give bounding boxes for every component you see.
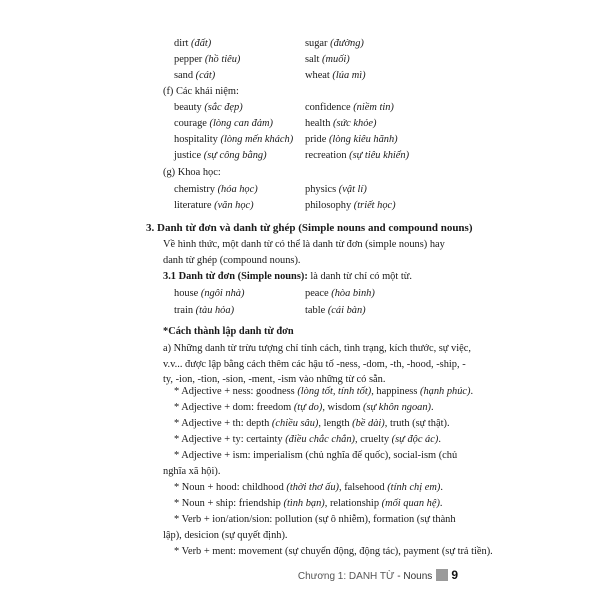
category-heading: (f) Các khái niệm:: [163, 86, 239, 97]
page-number: 9: [451, 568, 458, 582]
section-intro: Về hình thức, một danh từ có thể là danh từ đơn (simple nouns) hay danh từ ghép (compound nouns).: [163, 239, 445, 266]
word-pair-right: wheat (lúa mì): [305, 70, 366, 81]
word-pair-right: recreation (sự tiêu khiển): [305, 150, 410, 161]
formation-heading: *Cách thành lập danh từ đơn: [163, 326, 294, 337]
rule-line: * Noun + hood: childhood (thời thơ ấu), falsehood (tính chị em).: [174, 482, 443, 493]
chapter-label: Chương 1: DANH TỪ: [297, 571, 395, 582]
chapter-subtitle: - Nouns: [394, 571, 433, 582]
word-pair-left: train (tàu hỏa): [174, 305, 235, 316]
word-pair-left: literature (văn học): [174, 200, 254, 211]
word-pair-right: confidence (niềm tin): [305, 102, 394, 113]
word-pair-right: salt (muối): [305, 54, 350, 65]
word-pair-left: beauty (sắc đẹp): [174, 102, 243, 113]
subsection-title: 3.1 Danh từ đơn (Simple nouns): là danh từ chỉ có một từ.: [163, 271, 412, 282]
word-pair-right: philosophy (triết học): [305, 200, 396, 211]
rule-line: * Noun + ship: friendship (tình bạn), relationship (mối quan hệ).: [174, 498, 443, 509]
word-pair-left: hospitality (lòng mến khách): [174, 134, 294, 145]
word-pair-right: pride (lòng kiêu hãnh): [305, 134, 398, 145]
word-pair-right: physics (vật lí): [305, 184, 367, 195]
rule-line: * Adjective + th: depth (chiều sâu), length (bề dài), truth (sự thật).: [174, 418, 450, 429]
word-pair-right: peace (hòa bình): [305, 288, 375, 299]
word-pair-left: pepper (hồ tiêu): [174, 54, 241, 65]
section-title: 3. Danh từ đơn và danh từ ghép (Simple nouns and compound nouns): [146, 222, 473, 234]
page-marker-square: [436, 569, 448, 581]
paragraph-a: a) Những danh từ trừu tượng chỉ tính cách, tình trạng, kích thước, sự việc, v.v... được lập bằng cách thêm các hậu tố -ness, -dom, -th, -hood, -ship, -ty, -ion, -tion, -sion, -ment, -ism vào những từ có sẵn.: [163, 343, 471, 385]
word-pair-left: dirt (đất): [174, 38, 212, 49]
rule-line: * Adjective + ty: certainty (điều chắc chắn), cruelty (sự độc ác).: [174, 434, 441, 445]
word-pair-left: justice (sự công bằng): [174, 150, 267, 161]
word-pair-left: sand (cát): [174, 70, 216, 81]
word-pair-right: table (cái bàn): [305, 305, 366, 316]
rule-verb-ion: * Verb + ion/ation/sion: pollution (sự ô nhiễm), formation (sự thành lập), desicion (sự quyết định).: [163, 514, 456, 541]
rule-ism: * Adjective + ism: imperialism (chủ nghĩa đế quốc), social-ism (chủ nghĩa xã hội).: [163, 450, 458, 477]
word-pair-right: sugar (đường): [305, 38, 364, 49]
word-pair-right: health (sức khỏe): [305, 118, 377, 129]
rule-line: * Adjective + ness: goodness (lòng tốt, tính tốt), happiness (hạnh phúc).: [174, 386, 474, 397]
word-pair-left: chemistry (hóa học): [174, 184, 258, 195]
word-pair-left: courage (lòng can đảm): [174, 118, 273, 129]
rule-line: * Adjective + dom: freedom (tự do), wisdom (sự khôn ngoan).: [174, 402, 434, 413]
rule-verb-ment: * Verb + ment: movement (sự chuyển động, động tác), payment (sự trả tiền).: [174, 546, 493, 557]
page-footer: [298, 568, 458, 582]
word-pair-left: house (ngôi nhà): [174, 288, 245, 299]
category-heading: (g) Khoa học:: [163, 167, 221, 178]
